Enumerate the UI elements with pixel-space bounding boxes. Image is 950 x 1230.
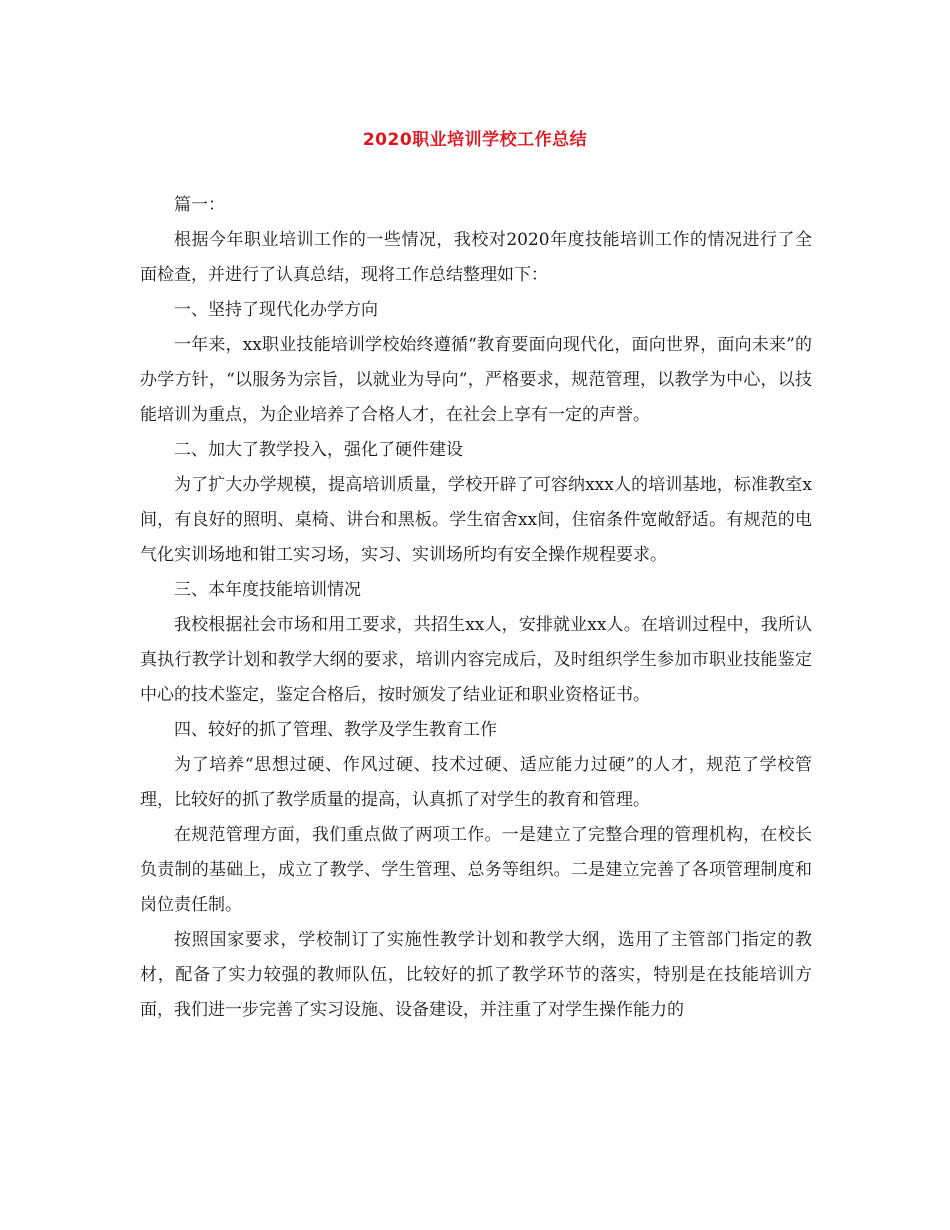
paragraph: 为了培养“思想过硬、作风过硬、技术过硬、适应能力过硬”的人才，规范了学校管理，比较好的抓了教学质量的提高，认真抓了对学生的教育和管理。 [140, 755, 812, 810]
paragraph: 篇一： [174, 195, 225, 215]
section-heading: 二、加大了教学投入，强化了硬件建设 [174, 440, 463, 460]
paragraph: 按照国家要求，学校制订了实施性教学计划和教学大纲，选用了主管部门指定的教材，配备了实力较强的教师队伍，比较好的抓了教学环节的落实，特别是在技能培训方面，我们进一步完善了实习设施、设备建设，并注重了对学生操作能力的 [140, 930, 812, 1020]
paragraph: 根据今年职业培训工作的一些情况，我校对2020年度技能培训工作的情况进行了全面检查，并进行了认真总结，现将工作总结整理如下： [140, 230, 812, 285]
section-heading: 三、本年度技能培训情况 [174, 580, 361, 600]
document-title: 2020职业培训学校工作总结 [362, 130, 588, 150]
paragraph: 在规范管理方面，我们重点做了两项工作。一是建立了完整合理的管理机构，在校长负责制的基础上，成立了教学、学生管理、总务等组织。二是建立完善了各项管理制度和岗位责任制。 [140, 825, 812, 915]
paragraph: 一年来，xx职业技能培训学校始终遵循“教育要面向现代化，面向世界，面向未来”的办学方针，“以服务为宗旨，以就业为导向”，严格要求，规范管理，以教学为中心，以技能培训为重点，为企业培养了合格人才，在社会上享有一定的声誉。 [140, 335, 812, 425]
paragraph: 为了扩大办学规模，提高培训质量，学校开辟了可容纳xxx人的培训基地，标准教室x间，有良好的照明、桌椅、讲台和黑板。学生宿舍xx间，住宿条件宽敞舒适。有规范的电气化实训场地和钳工实习场，实习、实训场所均有安全操作规程要求。 [140, 475, 812, 565]
section-heading: 一、坚持了现代化办学方向 [174, 300, 378, 320]
document-body [140, 188, 812, 1028]
paragraph: 我校根据社会市场和用工要求，共招生xx人，安排就业xx人。在培训过程中，我所认真执行教学计划和教学大纲的要求，培训内容完成后，及时组织学生参加市职业技能鉴定中心的技术鉴定，鉴定合格后，按时颁发了结业证和职业资格证书。 [140, 615, 812, 705]
section-heading: 四、较好的抓了管理、教学及学生教育工作 [174, 720, 497, 740]
